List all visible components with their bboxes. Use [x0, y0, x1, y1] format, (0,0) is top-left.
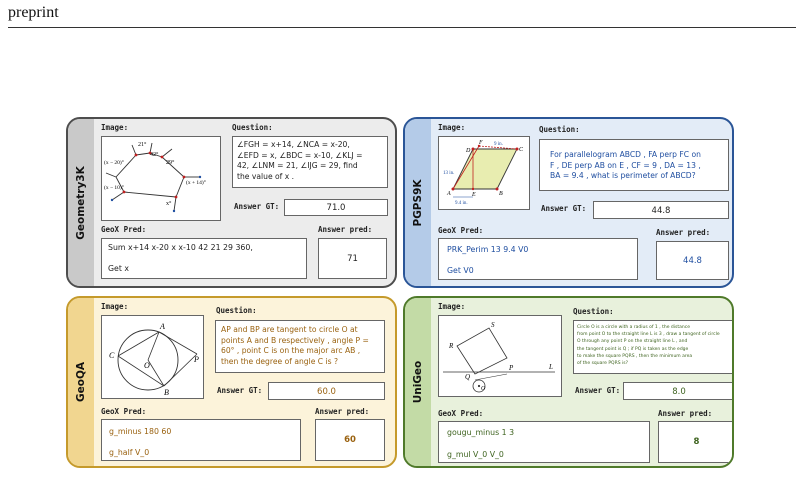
- figure-label: B: [164, 388, 169, 397]
- image-label: Image:: [438, 302, 466, 311]
- figure-label: O: [481, 386, 486, 392]
- figure-label: 9.4 in.: [455, 201, 468, 206]
- answer-pred-label: Answer pred:: [656, 228, 711, 237]
- question-line: points A and B respectively , angle P =: [221, 335, 369, 345]
- question-box: [215, 320, 385, 373]
- answer-gt-value: 71.0: [326, 203, 346, 213]
- panel-geometry3k: [66, 117, 397, 288]
- panel-tab: [68, 119, 94, 286]
- question-line: the value of x .: [237, 171, 295, 181]
- pred-line: g_minus 180 60: [109, 427, 172, 436]
- question-line: 60° , point C is on the major arc AB ,: [221, 346, 361, 356]
- question-box: [539, 139, 729, 191]
- answer-gt-box: [268, 382, 385, 400]
- geox-pred-label: GeoX Pred:: [438, 226, 484, 235]
- panel-pgps9k: [403, 117, 734, 288]
- question-line: to make the square PQRS , then the minimum area: [577, 353, 693, 359]
- figure-label: E: [472, 192, 476, 198]
- figure-image: [101, 315, 204, 399]
- figure-label: F: [479, 140, 483, 146]
- figure-label: (x − 10)°: [104, 185, 124, 191]
- figure-label: (x − 20)°: [104, 160, 124, 166]
- figure-label: x°: [166, 201, 172, 207]
- question-line: O through any point P on the straight line L , and: [577, 339, 688, 345]
- figure-label: 13 in.: [443, 171, 455, 176]
- question-line: the tangent point is Q ; if PQ is taken as the edge: [577, 346, 689, 352]
- figure-image: [101, 136, 221, 221]
- question-line: of the square PQRS is?: [577, 361, 628, 367]
- question-line: AP and BP are tangent to circle O at: [221, 325, 358, 334]
- answer-gt-label: Answer GT:: [575, 386, 621, 395]
- figure-label: L: [549, 363, 553, 371]
- panel-unigeo: [403, 296, 734, 468]
- geox-pred-box: [438, 238, 638, 280]
- question-line: ∠FGH = x+14, ∠NCA = x-20,: [237, 140, 350, 149]
- answer-pred-box: [315, 419, 385, 461]
- panel-name: GeoQA: [75, 361, 87, 403]
- answer-gt-box: [593, 201, 729, 219]
- question-line: BA = 9.4 , what is perimeter of ABCD?: [550, 171, 696, 181]
- panel-geoqa: [66, 296, 397, 468]
- question-label: Question:: [539, 125, 580, 134]
- figure-label: P: [509, 364, 514, 372]
- answer-pred-label: Answer pred:: [318, 225, 373, 234]
- geox-pred-box: [101, 238, 307, 279]
- pred-line: Get x: [108, 264, 129, 273]
- figure-label: C: [519, 147, 524, 153]
- figure-label: A: [447, 191, 451, 197]
- answer-pred-box: [318, 238, 387, 279]
- answer-gt-label: Answer GT:: [234, 202, 280, 211]
- geox-pred-label: GeoX Pred:: [101, 407, 147, 416]
- panel-name: PGPS9K: [412, 178, 424, 227]
- pred-line: PRK_Perim 13 9.4 V0: [447, 245, 529, 254]
- pred-line: g_half V_0: [109, 448, 150, 457]
- figure-label: R: [449, 342, 454, 350]
- answer-gt-value: 44.8: [651, 206, 671, 216]
- question-line: then the degree of angle C is ?: [221, 356, 339, 366]
- image-label: Image:: [101, 302, 129, 311]
- question-line: Circle O is a circle with a radius of 1 , the distance: [577, 325, 690, 330]
- answer-pred-label: Answer pred:: [315, 407, 370, 416]
- figure-label: 29°: [166, 160, 175, 166]
- answer-pred-value: 60: [344, 435, 356, 445]
- geox-pred-label: GeoX Pred:: [438, 409, 484, 418]
- answer-gt-value: 60.0: [317, 387, 336, 397]
- answer-pred-value: 44.8: [683, 256, 702, 266]
- figure-label: A: [160, 322, 165, 331]
- panel-tab: [405, 119, 431, 286]
- geox-pred-label: GeoX Pred:: [101, 225, 147, 234]
- figure-label: S: [491, 321, 495, 329]
- answer-gt-value: 8.0: [672, 387, 686, 397]
- figure-label: C: [109, 351, 115, 360]
- question-label: Question:: [232, 123, 273, 132]
- panel-tab: [68, 298, 94, 466]
- pred-line: Sum x+14 x-20 x x-10 42 21 29 360,: [108, 243, 253, 252]
- figure-label: P: [194, 355, 199, 364]
- image-label: Image:: [101, 123, 129, 132]
- panel-name: UniGeo: [412, 360, 424, 404]
- answer-pred-value: 8: [693, 437, 700, 447]
- question-line: For parallelogram ABCD , FA perp FC on: [550, 150, 701, 159]
- figure-image: [438, 315, 562, 397]
- figure-label: (x + 14)°: [186, 180, 206, 186]
- figure-label: B: [499, 191, 503, 197]
- image-label: Image:: [438, 123, 466, 132]
- panel-name: Geometry3K: [75, 165, 87, 240]
- answer-pred-label: Answer pred:: [658, 409, 713, 418]
- question-line: ∠EFD = x, ∠BDC = x-10, ∠KLJ =: [237, 150, 363, 160]
- answer-gt-label: Answer GT:: [217, 386, 263, 395]
- figure-label: D: [466, 148, 471, 154]
- question-line: from point O to the straight line L is 3 , draw a tangent of circle: [577, 332, 720, 338]
- figure-label: 21°: [138, 142, 147, 148]
- answer-pred-box: [658, 421, 734, 463]
- answer-gt-box: [284, 199, 388, 216]
- header-title: preprint: [8, 4, 59, 21]
- answer-gt-box: [623, 382, 734, 400]
- answer-pred-value: 71: [347, 254, 358, 264]
- question-line: 42, ∠LNM = 21, ∠IJG = 29, find: [237, 161, 358, 171]
- header-rule: [8, 27, 796, 28]
- figure-label: 42°: [150, 152, 159, 158]
- pred-line: gougu_minus 1 3: [447, 428, 515, 437]
- question-label: Question:: [216, 306, 257, 315]
- question-box: [232, 136, 388, 188]
- pred-line: Get V0: [447, 266, 474, 275]
- figure-label: Q: [465, 373, 471, 381]
- figure-image: [438, 136, 530, 210]
- question-label: Question:: [573, 307, 614, 316]
- question-box: [573, 320, 734, 374]
- answer-gt-label: Answer GT:: [541, 204, 587, 213]
- geox-pred-box: [101, 419, 301, 461]
- pred-line: g_mul V_0 V_0: [447, 450, 504, 459]
- figure-label: O: [144, 361, 150, 370]
- geox-pred-box: [438, 421, 650, 463]
- figure-label: 9 in.: [494, 142, 503, 147]
- answer-pred-box: [656, 241, 729, 280]
- panel-tab: [405, 298, 431, 466]
- question-line: F , DE perp AB on E , CF = 9 , DA = 13 ,: [550, 160, 701, 170]
